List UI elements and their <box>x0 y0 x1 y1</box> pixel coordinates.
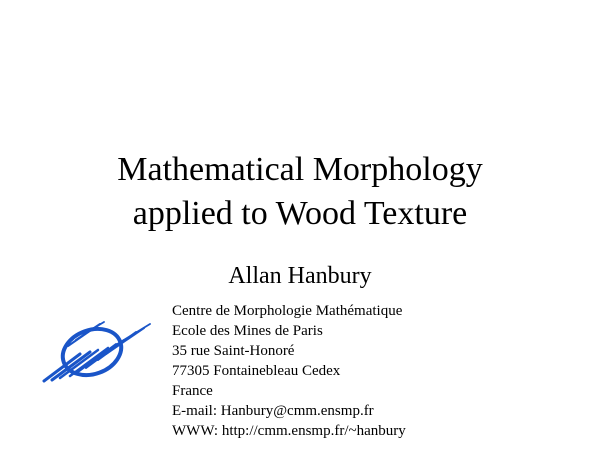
author-name: Allan Hanbury <box>228 263 372 289</box>
contact-www: WWW: http://cmm.ensmp.fr/~hanbury <box>172 423 406 439</box>
title-line-2: applied to Wood Texture <box>132 195 468 232</box>
contact-city: 77305 Fontainebleau Cedex <box>172 363 341 379</box>
contact-school: Ecole des Mines de Paris <box>172 323 323 339</box>
contact-block <box>172 301 406 441</box>
contact-country: France <box>172 383 213 399</box>
title-line-1: Mathematical Morphology <box>117 151 483 188</box>
contact-institution: Centre de Morphologie Mathématique <box>172 303 403 319</box>
contact-email: E-mail: Hanbury@cmm.ensmp.fr <box>172 403 374 419</box>
slide-title <box>0 148 600 236</box>
contact-street: 35 rue Saint-Honoré <box>172 343 295 359</box>
cmm-logo-icon <box>40 320 155 385</box>
